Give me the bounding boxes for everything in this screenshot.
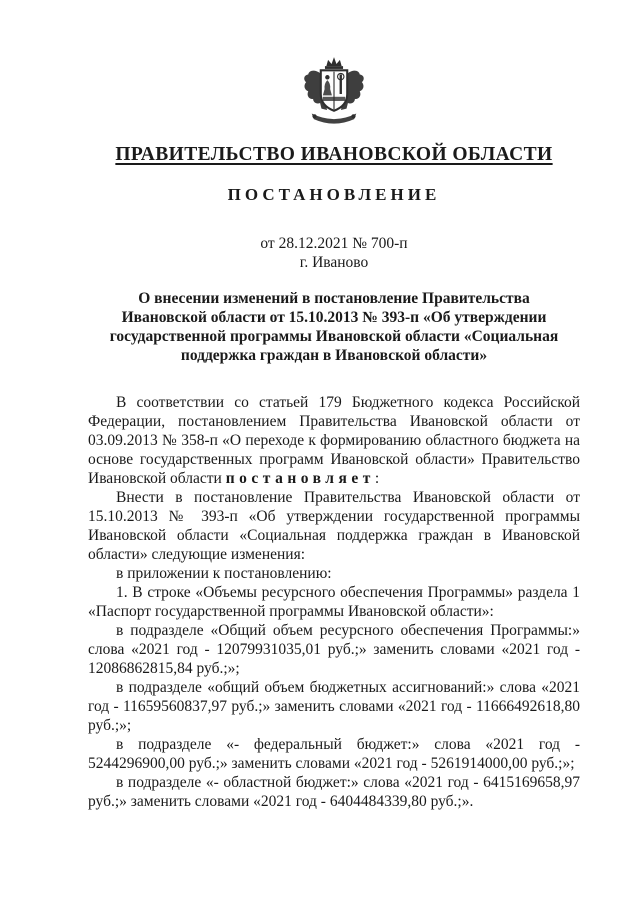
paragraph: Внести в постановление Правительства Ивановской области от 15.10.2013 № 393-п «Об утверждении государственной программы Ивановской области «Социальная поддержка граждан в Ивановской области» следующие изменения: xyxy=(88,489,580,563)
paragraph: в подразделе «общий объем бюджетных ассигнований:» слова «2021 год - 11659560837,97 руб.;» заменить словами «2021 год - 11666492618,80 руб.;»; xyxy=(88,679,580,734)
date-number-line: от 28.12.2021 № 700-п xyxy=(260,235,408,252)
paragraph: 1. В строке «Объемы ресурсного обеспечения Программы» раздела 1 «Паспорт государственной программы Ивановской области»: xyxy=(88,584,580,620)
date-city-block xyxy=(88,234,580,272)
decree-colon: : xyxy=(374,470,380,487)
city-line: г. Иваново xyxy=(299,254,369,271)
organization-heading: ПРАВИТЕЛЬСТВО ИВАНОВСКОЙ ОБЛАСТИ xyxy=(115,144,553,165)
doc-type-heading: ПОСТАНОВЛЕНИЕ xyxy=(227,185,441,204)
document-body xyxy=(88,393,580,811)
document-title: О внесении изменений в постановление Правительства Ивановской области от 15.10.2013 № 393-п «Об утверждении государственной программы Ивановской области «Социальная поддержка граждан в Ивановской области» xyxy=(109,290,559,364)
paragraph: в подразделе «- федеральный бюджет:» слова «2021 год - 5244296900,00 руб.;» заменить словами «2021 год - 5261914000,00 руб.;»; xyxy=(88,736,580,772)
paragraph: в подразделе «- областной бюджет:» слова «2021 год - 6415169658,97 руб.;» заменить словами «2021 год - 6404484339,80 руб.;». xyxy=(88,774,580,810)
paragraph-preamble xyxy=(88,393,580,488)
paragraph: в подразделе «Общий объем ресурсного обеспечения Программы:» слова «2021 год - 12079931035,01 руб.;» заменить словами «2021 год - 12086862815,84 руб.;»; xyxy=(88,622,580,677)
decree-word: постановляет xyxy=(225,470,375,487)
paragraph: в приложении к постановлению: xyxy=(116,565,332,582)
preamble-text: В соответствии со статьей 179 Бюджетного кодекса Российской Федерации, постановлением Правительства Ивановской области от 03.09.2013 № 358-п «О переходе к формированию областного бюджета на основе государственных программ Ивановской области» Правительство Ивановской области xyxy=(88,394,580,487)
coat-of-arms-icon xyxy=(299,55,369,133)
emblem-container xyxy=(88,55,580,133)
